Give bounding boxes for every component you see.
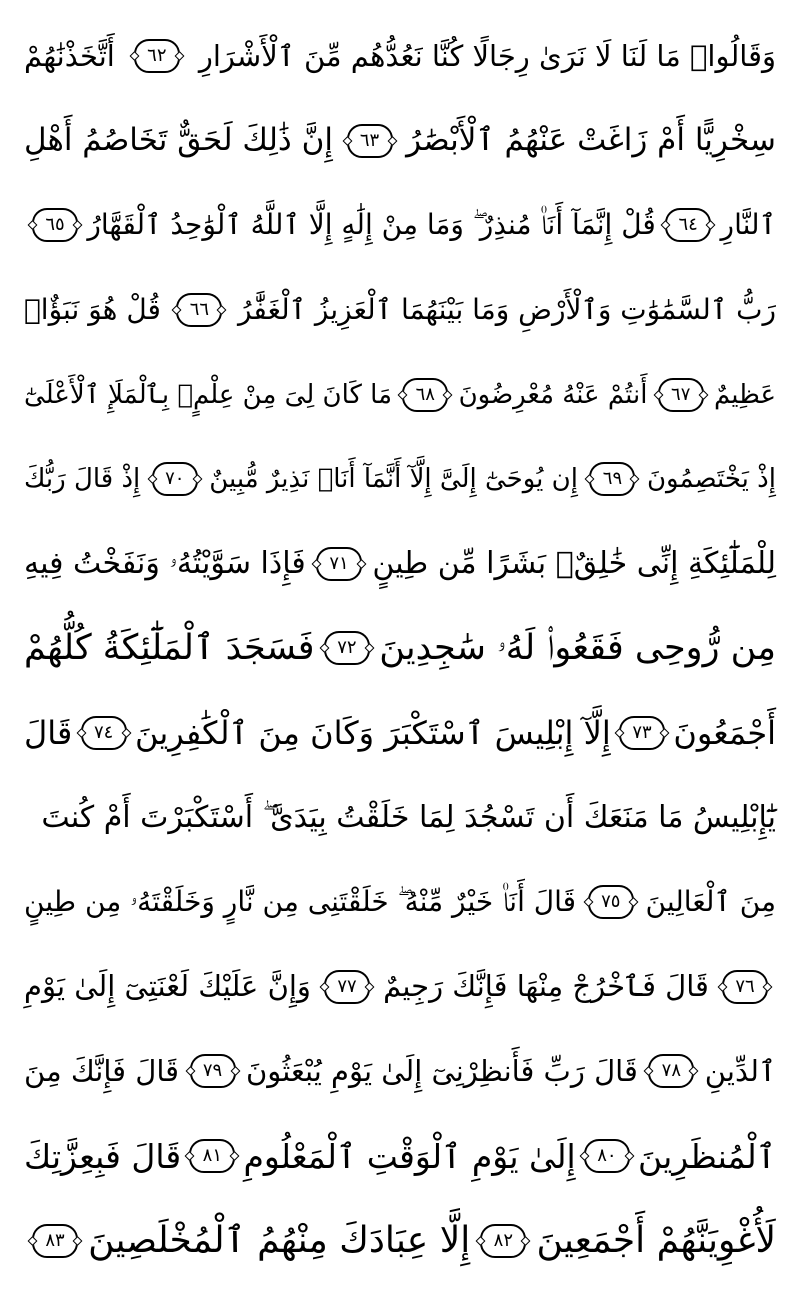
verse-text: لَأُغْوِيَنَّهُمْ أَجْمَعِينَ bbox=[536, 1219, 776, 1261]
text-line bbox=[24, 775, 776, 860]
text-line bbox=[24, 691, 776, 776]
text-line bbox=[24, 606, 776, 691]
verse-text: مَا كَانَ لِىَ مِنْ عِلْمٍۭ بِٱلْمَلَإِ ٱلْأَعْلَىٰٓ bbox=[24, 379, 393, 410]
ayah-number-marker: ٦٤ bbox=[665, 208, 711, 242]
ayah-number-marker: ٦٩ bbox=[589, 462, 635, 496]
text-line bbox=[24, 352, 776, 437]
verse-text: ٱلدِّينِ bbox=[704, 1053, 776, 1088]
text-line bbox=[24, 522, 776, 607]
ayah-number-marker: ٨٣ bbox=[32, 1224, 78, 1258]
ayah-number-marker: ٦٣ bbox=[347, 124, 393, 158]
verse-text: لِلْمَلَٰٓئِكَةِ إِنِّى خَٰلِقٌۢ بَشَرًا مِّن طِينٍ bbox=[372, 545, 776, 581]
text-line bbox=[24, 860, 776, 945]
text-line bbox=[24, 945, 776, 1030]
text-line bbox=[24, 99, 776, 184]
verse-text: إِذْ قَالَ رَبُّكَ bbox=[24, 464, 141, 495]
ayah-number-marker: ٧٣ bbox=[619, 716, 665, 750]
ayah-number-marker: ٧٢ bbox=[324, 631, 370, 665]
verse-text: مِنَ ٱلْعَالِينَ bbox=[645, 885, 776, 919]
verse-text: أَتَّخَذْنَٰهُمْ bbox=[24, 38, 115, 73]
verse-text: فَسَجَدَ ٱلْمَلَٰٓئِكَةُ كُلُّهُمْ bbox=[24, 627, 315, 668]
verse-text: قُلْ هُوَ نَبَؤٌا۟ bbox=[24, 293, 161, 327]
ayah-number-marker: ٦٧ bbox=[658, 378, 704, 412]
verse-text: إِلَّا عِبَادَكَ مِنْهُمُ ٱلْمُخْلَصِينَ bbox=[88, 1219, 471, 1261]
verse-text: أَنتُمْ عَنْهُ مُعْرِضُونَ bbox=[458, 379, 648, 410]
ayah-number-marker: ٧١ bbox=[316, 547, 362, 581]
verse-text: إِلَّآ إِبْلِيسَ ٱسْتَكْبَرَ وَكَانَ مِنَ ٱلْكَٰفِرِينَ bbox=[134, 714, 611, 753]
verse-text: قَالَ فَبِعِزَّتِكَ bbox=[24, 1136, 182, 1176]
ayah-number-marker: ٧٨ bbox=[648, 1054, 694, 1088]
text-line bbox=[24, 1198, 776, 1283]
verse-text: عَظِيمٌ bbox=[714, 379, 776, 410]
verse-text: وَقَالُوا۟ مَا لَنَا لَا نَرَىٰ رِجَالًا كُنَّا نَعُدُّهُم مِّنَ ٱلْأَشْرَارِ bbox=[198, 38, 776, 73]
ayah-number-marker: ٦٢ bbox=[134, 39, 180, 73]
verse-text: فَإِذَا سَوَّيْتُهُۥ وَنَفَخْتُ فِيهِ bbox=[24, 545, 306, 581]
verse-text: قَالَ bbox=[24, 714, 73, 753]
verse-text: ٱلْمُنظَرِينَ bbox=[637, 1136, 776, 1176]
ayah-number-marker: ٨٠ bbox=[584, 1139, 630, 1173]
ayah-number-marker: ٨١ bbox=[189, 1139, 235, 1173]
verse-text: سِخْرِيًّا أَمْ زَاغَتْ عَنْهُمُ ٱلْأَبْصَٰرُ bbox=[406, 122, 776, 159]
verse-text: ٱلنَّارِ bbox=[720, 208, 776, 242]
ayah-number-marker: ٧٧ bbox=[324, 970, 370, 1004]
verse-text: قُلْ إِنَّمَآ أَنَا۠ مُنذِرٌ ۖ وَمَا مِنْ إِلَٰهٍ إِلَّا ٱللَّهُ ٱلْوَٰحِدُ ٱلْقَهَّارُ bbox=[87, 208, 656, 242]
ayah-number-marker: ٧٦ bbox=[722, 970, 768, 1004]
ayah-number-marker: ٦٦ bbox=[176, 293, 222, 327]
verse-text: يَٰٓإِبْلِيسُ مَا مَنَعَكَ أَن تَسْجُدَ لِمَا خَلَقْتُ بِيَدَىَّ ۖ أَسْتَكْبَرْتَ أَمْ كُنتَ bbox=[41, 799, 776, 835]
verse-text: وَإِنَّ عَلَيْكَ لَعْنَتِىٓ إِلَىٰ يَوْمِ bbox=[24, 969, 311, 1004]
verse-text: مِن رُّوحِى فَقَعُوا۟ لَهُۥ سَٰجِدِينَ bbox=[379, 627, 776, 668]
text-line bbox=[24, 183, 776, 268]
text-line bbox=[24, 1114, 776, 1199]
ayah-number-marker: ٧٤ bbox=[81, 716, 127, 750]
ayah-number-marker: ٦٨ bbox=[402, 378, 448, 412]
text-line bbox=[24, 1029, 776, 1114]
ayah-number-marker: ٧٩ bbox=[190, 1054, 236, 1088]
ayah-number-marker: ٦٥ bbox=[32, 208, 78, 242]
text-line bbox=[24, 437, 776, 522]
verse-text: إِذْ يَخْتَصِمُونَ bbox=[646, 464, 776, 495]
verse-text: إِلَىٰ يَوْمِ ٱلْوَقْتِ ٱلْمَعْلُومِ bbox=[243, 1136, 576, 1176]
text-line bbox=[24, 14, 776, 99]
verse-text: قَالَ رَبِّ فَأَنظِرْنِىٓ إِلَىٰ يَوْمِ يُبْعَثُونَ bbox=[245, 1053, 638, 1088]
ayah-number-marker: ٧٠ bbox=[152, 462, 198, 496]
text-line bbox=[24, 268, 776, 353]
ayah-number-marker: ٨٢ bbox=[480, 1224, 526, 1258]
ayah-number-marker: ٧٥ bbox=[588, 885, 634, 919]
verse-text: إِنَّ ذَٰلِكَ لَحَقٌّ تَخَاصُمُ أَهْلِ bbox=[24, 122, 333, 159]
verse-text: قَالَ أَنَا۠ خَيْرٌ مِّنْهُ ۖ خَلَقْتَنِى مِن نَّارٍ وَخَلَقْتَهُۥ مِن طِينٍ bbox=[24, 885, 577, 919]
verse-text: قَالَ فَٱخْرُجْ مِنْهَا فَإِنَّكَ رَجِيمٌ bbox=[383, 969, 709, 1004]
verse-text: إِن يُوحَىٰٓ إِلَىَّ إِلَّآ أَنَّمَآ أَنَا۠ نَذِيرٌ مُّبِينٌ bbox=[209, 464, 578, 495]
verse-text: قَالَ فَإِنَّكَ مِنَ bbox=[24, 1053, 180, 1088]
verse-text: أَجْمَعُونَ bbox=[673, 714, 776, 753]
verse-text: رَبُّ ٱلسَّمَٰوَٰتِ وَٱلْأَرْضِ وَمَا بَيْنَهُمَا ٱلْعَزِيزُ ٱلْغَفَّٰرُ bbox=[237, 293, 776, 327]
